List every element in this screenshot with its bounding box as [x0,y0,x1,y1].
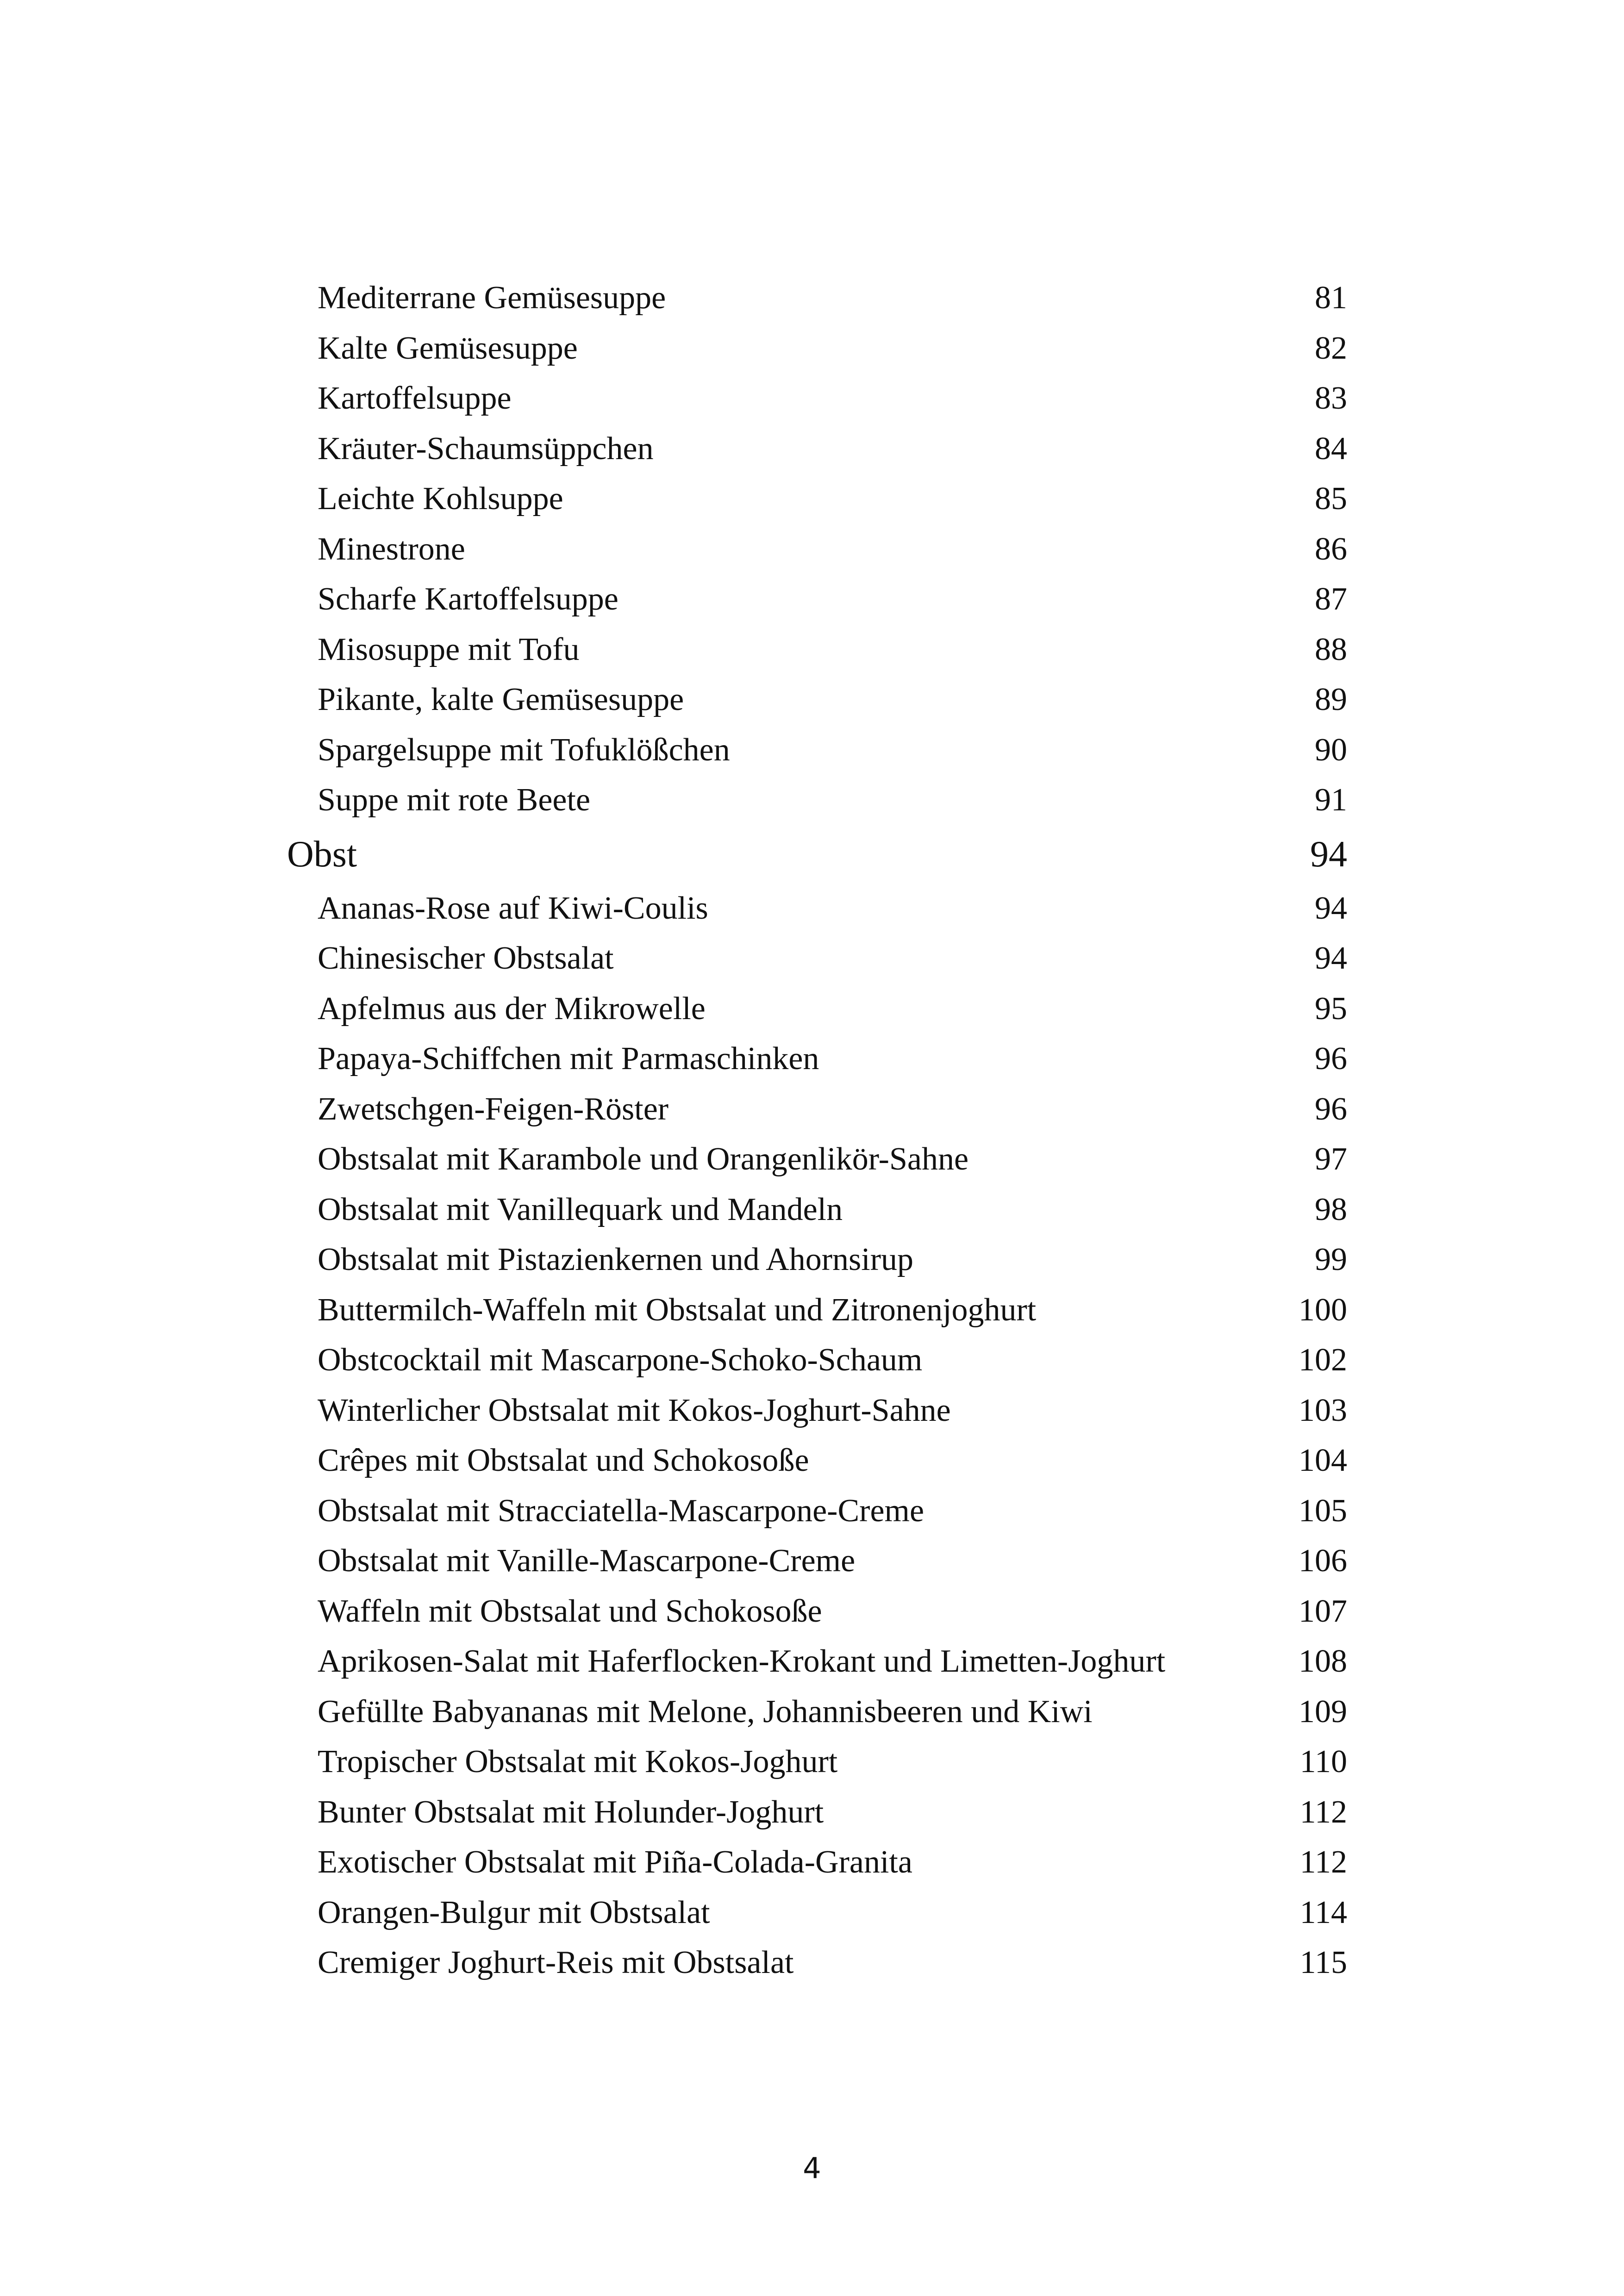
toc-entry-page-number: 99 [1315,1242,1347,1277]
toc-entry-title: Exotischer Obstsalat mit Piña-Colada-Granita [318,1844,912,1880]
toc-entry [287,1737,1347,1787]
toc-entry-page-number: 86 [1315,531,1347,567]
toc-entry [287,1486,1347,1537]
toc-entry [287,1084,1347,1135]
toc-entry-title: Crêpes mit Obstsalat und Schokosoße [318,1443,809,1478]
toc-entry-title: Gefüllte Babyananas mit Melone, Johannisbeeren und Kiwi [318,1693,1093,1730]
toc-entry-page-number: 91 [1315,782,1347,818]
toc-entry-title: Zwetschgen-Feigen-Röster [318,1091,669,1127]
toc-entry [287,1335,1347,1386]
toc-entry-page-number: 112 [1299,1844,1347,1880]
toc-entry-page-number: 105 [1299,1493,1347,1529]
toc-entry-page-number: 103 [1299,1392,1347,1428]
toc-entry [287,933,1347,984]
toc-entry-title: Ananas-Rose auf Kiwi-Coulis [318,890,708,926]
toc-entry-title: Obstsalat mit Vanille-Mascarpone-Creme [318,1543,856,1579]
toc-entry [287,1687,1347,1737]
toc-section-title: Obst [287,834,357,875]
toc-entry [287,625,1347,675]
toc-entry-title: Obstsalat mit Stracciatella-Mascarpone-Creme [318,1493,924,1529]
toc-entry [287,1034,1347,1084]
toc-entry-title: Cremiger Joghurt-Reis mit Obstsalat [318,1945,794,1980]
toc-entry-page-number: 83 [1315,380,1347,416]
toc-entry-page-number: 110 [1299,1744,1347,1780]
toc-entry [287,1436,1347,1486]
toc-entry [287,1285,1347,1336]
toc-entry-title: Leichte Kohlsuppe [318,481,563,516]
toc-entry [287,324,1347,374]
toc-entry [287,1636,1347,1687]
toc-entry [287,1938,1347,1988]
toc-entry-page-number: 90 [1315,732,1347,768]
toc-entry-title: Winterlicher Obstsalat mit Kokos-Joghurt-Sahne [318,1392,951,1428]
toc-entry-page-number: 82 [1315,330,1347,366]
toc-entry-page-number: 94 [1315,890,1347,926]
toc-section-heading [287,826,1347,884]
toc-entry-title: Papaya-Schiffchen mit Parmaschinken [318,1041,819,1076]
toc-entry-page-number: 95 [1315,990,1347,1027]
toc-entry [287,1386,1347,1436]
toc-entry-page-number: 115 [1299,1945,1347,1980]
toc-entry [287,273,1347,324]
toc-entry [287,524,1347,575]
toc-entry-title: Waffeln mit Obstsalat und Schokosoße [318,1593,822,1629]
toc-entry-page-number: 100 [1299,1292,1347,1328]
toc-entry-page-number: 98 [1315,1191,1347,1227]
toc-entry [287,1185,1347,1235]
toc-entry-page-number: 114 [1299,1894,1347,1930]
toc-entry-title: Kalte Gemüsesuppe [318,330,578,366]
toc-entry-title: Obstsalat mit Karambole und Orangenlikör-Sahne [318,1141,969,1177]
toc-entry-page-number: 96 [1315,1041,1347,1076]
toc-entry [287,775,1347,826]
toc-section-page-number: 94 [1310,834,1347,875]
toc-entry-title: Kräuter-Schaumsüppchen [318,430,654,467]
toc-entry-page-number: 106 [1299,1543,1347,1579]
toc-entry-title: Mediterrane Gemüsesuppe [318,280,666,316]
toc-entry [287,474,1347,524]
toc-entry-page-number: 109 [1299,1693,1347,1730]
toc-entry [287,675,1347,725]
toc-entry-title: Tropischer Obstsalat mit Kokos-Joghurt [318,1744,838,1780]
toc-entry-title: Buttermilch-Waffeln mit Obstsalat und Zitronenjoghurt [318,1292,1037,1328]
toc-entry-page-number: 85 [1315,481,1347,516]
toc-entry-title: Misosuppe mit Tofu [318,631,580,667]
toc-entry-title: Spargelsuppe mit Tofuklößchen [318,732,730,768]
toc-entry [287,1134,1347,1185]
table-of-contents [287,273,1347,1988]
toc-entry-page-number: 89 [1315,682,1347,717]
toc-entry-title: Chinesischer Obstsalat [318,940,614,976]
toc-entry-title: Kartoffelsuppe [318,380,512,416]
toc-entry-page-number: 102 [1299,1342,1347,1378]
toc-entry-title: Bunter Obstsalat mit Holunder-Joghurt [318,1794,824,1830]
toc-entry-page-number: 97 [1315,1141,1347,1177]
toc-entry-page-number: 87 [1315,581,1347,617]
toc-entry [287,1888,1347,1938]
toc-entry-page-number: 88 [1315,631,1347,667]
toc-entry [287,1235,1347,1285]
toc-entry-title: Obstsalat mit Pistazienkernen und Ahornsirup [318,1242,914,1277]
toc-entry-title: Obstcocktail mit Mascarpone-Schoko-Schaum [318,1342,923,1378]
toc-entry-page-number: 108 [1299,1643,1347,1679]
toc-entry [287,1587,1347,1637]
toc-entry-page-number: 112 [1299,1794,1347,1830]
toc-entry-title: Apfelmus aus der Mikrowelle [318,990,706,1027]
toc-entry [287,884,1347,934]
toc-entry-title: Scharfe Kartoffelsuppe [318,581,618,617]
toc-entry-page-number: 81 [1315,280,1347,316]
toc-entry-page-number: 104 [1299,1443,1347,1478]
page-number: 4 [803,2151,821,2185]
toc-entry [287,725,1347,776]
toc-entry-page-number: 107 [1299,1593,1347,1629]
toc-entry [287,373,1347,424]
toc-entry-page-number: 94 [1315,940,1347,976]
toc-entry-title: Suppe mit rote Beete [318,782,591,818]
toc-entry [287,424,1347,474]
toc-entry-title: Minestrone [318,531,465,567]
toc-entry [287,1837,1347,1888]
toc-entry-title: Aprikosen-Salat mit Haferflocken-Krokant und Limetten-Joghurt [318,1643,1166,1679]
toc-entry [287,984,1347,1034]
toc-entry-title: Orangen-Bulgur mit Obstsalat [318,1894,710,1930]
toc-entry-page-number: 96 [1315,1091,1347,1127]
toc-entry [287,574,1347,625]
toc-entry [287,1536,1347,1587]
toc-entry [287,1787,1347,1838]
toc-entry-title: Obstsalat mit Vanillequark und Mandeln [318,1191,843,1227]
toc-entry-title: Pikante, kalte Gemüsesuppe [318,682,684,717]
toc-entry-page-number: 84 [1315,430,1347,467]
